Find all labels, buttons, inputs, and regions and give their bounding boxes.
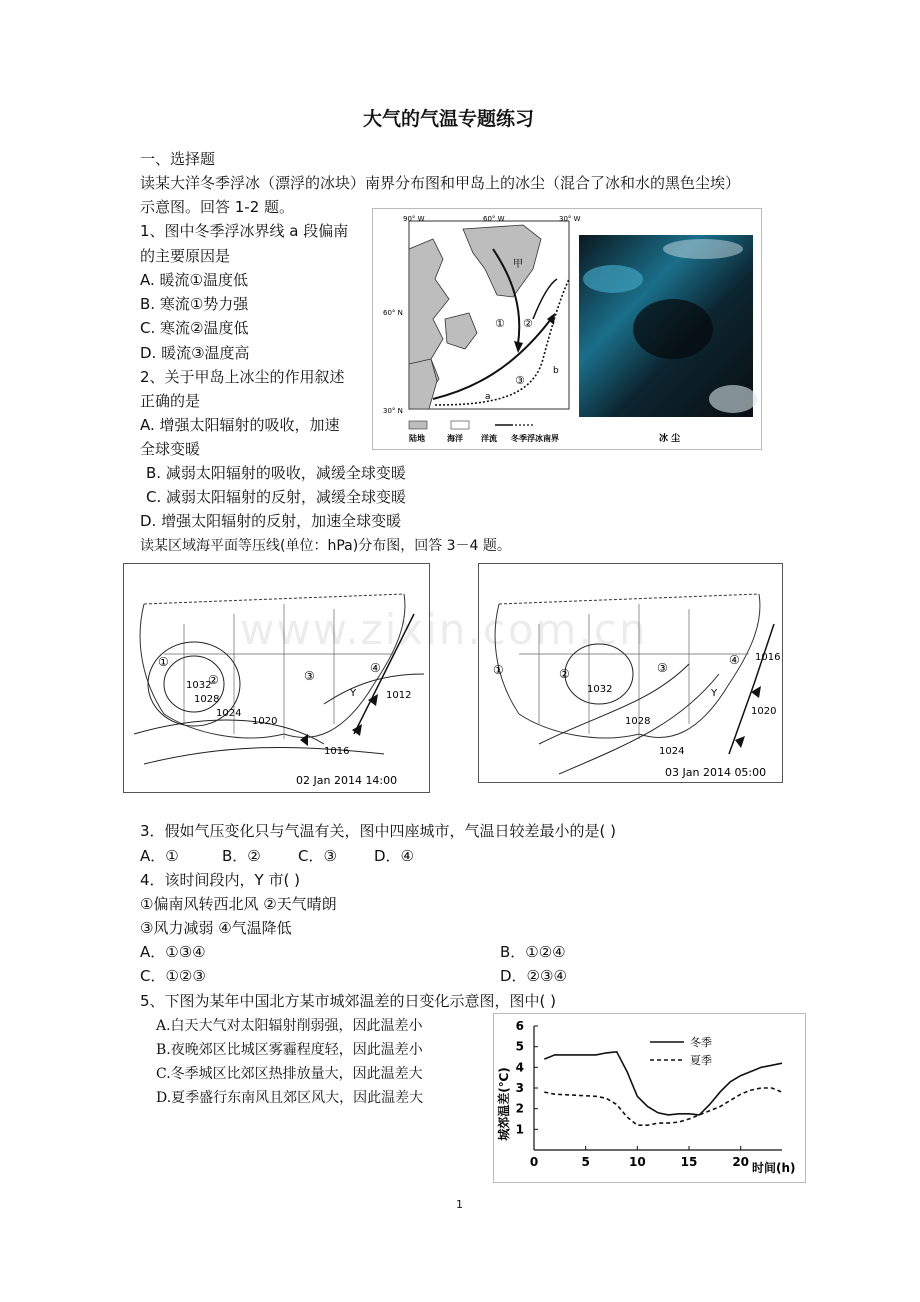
isobar-label: 1028	[194, 694, 220, 705]
q1-option-b: B. 寒流①势力强	[140, 295, 249, 313]
x-tick-label: 20	[732, 1155, 750, 1169]
isobar-label: 1024	[216, 708, 242, 719]
q1-stem-2: 的主要原因是	[140, 247, 231, 265]
legend-land: 陆地	[409, 434, 425, 443]
isobar-label: 1020	[252, 716, 278, 727]
q4-option-d: D．②③④	[500, 967, 567, 985]
y-tick-label: 5	[515, 1039, 524, 1054]
q3-option-b: B．②	[222, 847, 261, 865]
q3-stem: 3．假如气压变化只与气温有关，图中四座城市，气温日较差最小的是( )	[140, 822, 617, 840]
q5-option-b: B.夜晚郊区比城区雾霾程度轻，因此温差小	[156, 1042, 423, 1058]
page-title: 大气的气温专题练习	[363, 108, 535, 130]
lat-label: 90° W	[403, 215, 425, 223]
map-label-3: ③	[515, 374, 525, 387]
isobar-map-right	[478, 563, 783, 783]
lat-label: 30° W	[559, 215, 581, 223]
q4-items-1: ①偏南风转西北风 ②天气晴朗	[140, 895, 337, 913]
q2-option-d: D. 增强太阳辐射的反射，加速全球变暖	[140, 512, 402, 530]
q4-option-b: B．①②④	[500, 943, 566, 961]
x-tick-label: 5	[581, 1155, 590, 1169]
intro-q3-4: 读某区域海平面等压线(单位：hPa)分布图，回答 3－4 题。	[140, 538, 511, 554]
temp-diff-chart-svg	[494, 1014, 805, 1182]
isobar-map-left	[123, 563, 430, 793]
q2-option-b: B. 减弱太阳辐射的吸收，减缓全球变暖	[146, 464, 406, 482]
isobar-map-left-svg	[124, 564, 429, 792]
q1-option-c: C. 寒流②温度低	[140, 319, 249, 337]
q5-stem: 5、下图为某年中国北方某市城郊温差的日变化示意图，图中( )	[140, 992, 557, 1010]
isobar-label: 1032	[587, 684, 613, 695]
map-date: 02 Jan 2014 14:00	[296, 774, 398, 787]
city-2: ②	[208, 673, 219, 687]
q5-option-a: A.白天大气对太阳辐射削弱强，因此温差小	[156, 1018, 423, 1034]
city-y: Y	[711, 688, 718, 699]
city-4: ④	[729, 653, 740, 667]
q5-option-c: C.冬季城区比郊区热排放量大，因此温差大	[156, 1066, 423, 1082]
city-3: ③	[657, 661, 668, 675]
ocean-map-svg	[373, 209, 761, 449]
isobar-label: 1016	[755, 652, 781, 663]
page-number: 1	[456, 1198, 463, 1211]
q4-stem: 4．该时间段内，Y 市( )	[140, 871, 300, 889]
legend-winter: 冬季	[690, 1036, 712, 1049]
legend-current: 洋流	[481, 434, 497, 443]
city-3: ③	[304, 669, 315, 683]
map-label-jia: 甲	[513, 259, 523, 270]
q5-option-d: D.夏季盛行东南风且郊区风大，因此温差大	[156, 1090, 424, 1106]
watermark: www.zixin.com.cn	[240, 605, 648, 654]
temp-diff-chart	[493, 1013, 806, 1183]
city-y: Y	[350, 688, 357, 699]
x-tick-label: 15	[680, 1155, 698, 1169]
y-tick-label: 4	[515, 1060, 524, 1075]
q3-option-c: C．③	[298, 847, 337, 865]
series-line-winter	[544, 1052, 782, 1115]
q2-option-a: A. 增强太阳辐射的吸收，加速	[140, 416, 340, 434]
lat-label: 30° N	[383, 407, 403, 415]
lat-label: 60° N	[383, 309, 403, 317]
city-2: ②	[559, 667, 570, 681]
isobar-label: 1016	[324, 746, 350, 757]
q1-option-a: A. 暖流①温度低	[140, 271, 248, 289]
map-label-2: ②	[523, 317, 533, 330]
q1-option-d: D. 暖流③温度高	[140, 344, 250, 362]
q4-option-a: A．①③④	[140, 943, 206, 961]
map-label-a: a	[485, 392, 491, 402]
section-heading: 一、选择题	[140, 150, 216, 168]
q3-option-d: D．④	[374, 847, 414, 865]
y-tick-label: 1	[515, 1122, 524, 1137]
map-date: 03 Jan 2014 05:00	[665, 766, 767, 779]
intro-line-1: 读某大洋冬季浮冰（漂浮的冰块）南界分布图和甲岛上的冰尘（混合了冰和水的黑色尘埃）	[140, 174, 741, 192]
legend-ice-boundary: 冬季浮冰南界	[511, 434, 559, 443]
y-tick-label: 3	[515, 1081, 524, 1095]
chart-ylabel: 城郊温差(℃)	[497, 1067, 511, 1141]
isobar-label: 1028	[625, 716, 651, 727]
isobar-map-right-svg	[479, 564, 782, 782]
q2-stem-1: 2、关于甲岛上冰尘的作用叙述	[140, 368, 345, 386]
city-1: ①	[493, 663, 504, 677]
city-4: ④	[370, 661, 381, 675]
intro-line-2: 示意图。回答 1-2 题。	[140, 198, 295, 216]
q4-items-2: ③风力减弱 ④气温降低	[140, 919, 292, 937]
isobar-label: 1024	[659, 746, 685, 757]
legend-summer: 夏季	[690, 1054, 712, 1067]
q2-option-a-cont: 全球变暖	[140, 440, 201, 458]
q4-option-c: C．①②③	[140, 967, 206, 985]
chart-xlabel: 时间(h)	[752, 1161, 796, 1175]
map-label-b: b	[553, 366, 559, 376]
map-label-1: ①	[495, 317, 505, 330]
isobar-label: 1032	[186, 680, 212, 691]
isobar-label: 1012	[386, 690, 412, 701]
photo-caption: 冰 尘	[659, 434, 681, 444]
y-tick-label: 2	[515, 1101, 524, 1116]
series-line-summer	[544, 1088, 782, 1125]
q2-stem-2: 正确的是	[140, 392, 201, 410]
isobar-label: 1020	[751, 706, 777, 717]
q2-option-c: C. 减弱太阳辐射的反射，减缓全球变暖	[146, 488, 407, 506]
figure-ocean-ice	[372, 208, 762, 450]
y-tick-label: 6	[515, 1019, 524, 1033]
lat-label: 60° W	[483, 215, 505, 223]
q3-option-a: A．①	[140, 847, 179, 865]
x-tick-label: 0	[529, 1155, 539, 1169]
legend-ocean: 海洋	[447, 434, 463, 443]
x-tick-label: 10	[628, 1155, 646, 1169]
q1-stem-1: 1、图中冬季浮冰界线 a 段偏南	[140, 222, 349, 240]
city-1: ①	[158, 655, 169, 669]
